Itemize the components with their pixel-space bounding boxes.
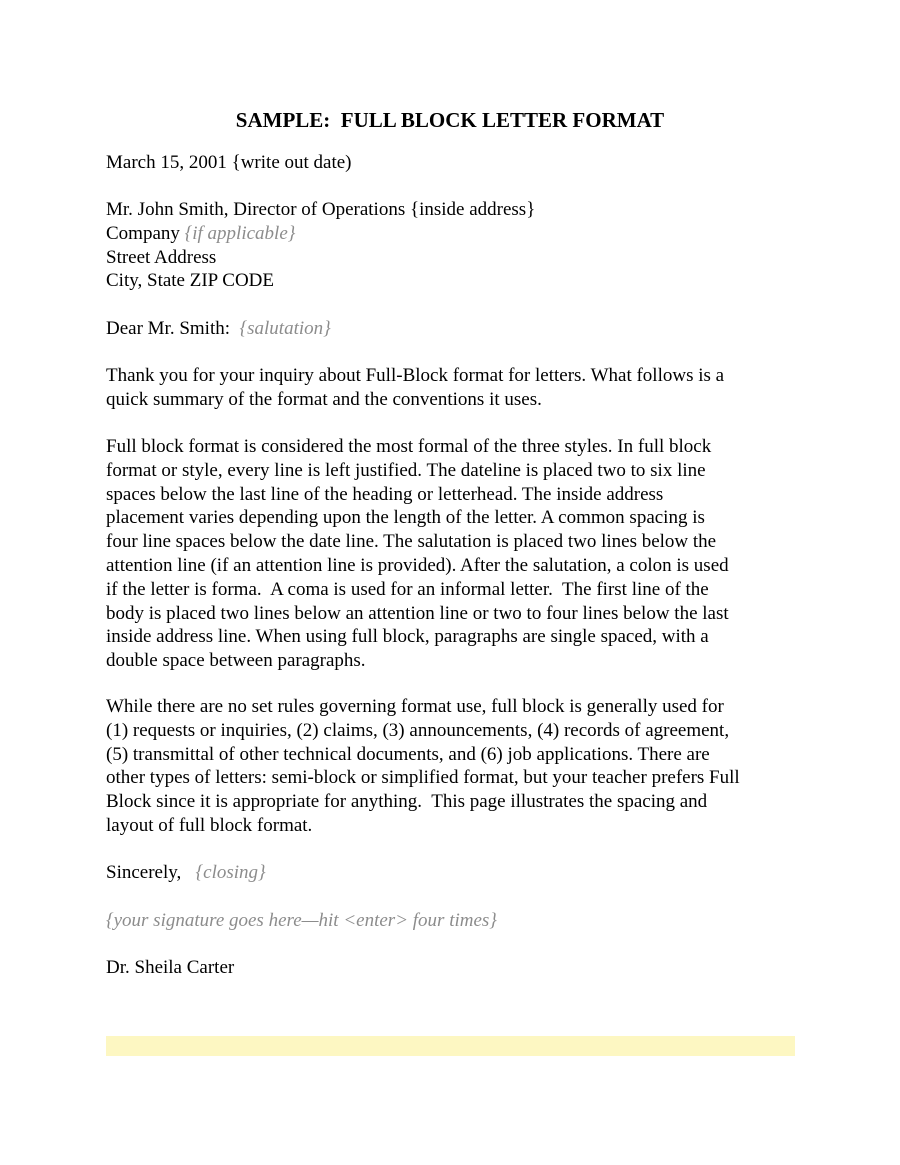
salutation — [106, 317, 806, 341]
highlight-bar — [106, 1036, 795, 1056]
paragraph-line: quick summary of the format and the conventions it uses. — [106, 388, 542, 410]
inside-address-company-line — [106, 222, 806, 246]
paragraph-line: (5) transmittal of other technical documents, and (6) job applications. There are — [106, 743, 710, 765]
paragraph-line: Full block format is considered the most formal of the three styles. In full block — [106, 436, 712, 457]
paragraph-line: other types of letters: semi-block or simplified format, but your teacher prefers Full — [106, 767, 740, 789]
signature-area — [106, 909, 806, 933]
salutation-text: Dear Mr. Smith: — [106, 318, 231, 339]
document-title: SAMPLE: FULL BLOCK LETTER FORMAT — [235, 108, 665, 132]
paragraph-line: format or style, every line is left justified. The dateline is placed two to six line — [106, 459, 706, 481]
paragraph-line: Block since it is appropriate for anything. This page illustrates the spacing and — [106, 791, 708, 813]
signer-name: Dr. Sheila Carter — [106, 957, 235, 978]
inside-address — [106, 198, 806, 293]
salutation-line — [106, 317, 806, 341]
body-paragraph-2 — [106, 435, 806, 673]
paragraph-line: placement varies depending upon the length of the letter. A common spacing is — [106, 507, 705, 529]
paragraph-line: inside address line. When using full block, paragraphs are single spaced, with a — [106, 626, 709, 648]
paragraph-line: attention line (if an attention line is provided). After the salutation, a colon is used — [106, 554, 729, 576]
signature-note: {your signature goes here—hit <enter> four times} — [106, 910, 497, 931]
signer-block — [106, 956, 806, 980]
paragraph-line: body is placed two lines below an attention line or two to four lines below the last — [106, 602, 729, 624]
paragraph-line: Thank you for your inquiry about Full-Block format for letters. What follows is a — [106, 365, 725, 386]
paragraph-line: four line spaces below the date line. The salutation is placed two lines below the — [106, 531, 717, 553]
company-note: {if applicable} — [184, 222, 296, 244]
salutation-note: {salutation} — [239, 318, 331, 339]
inside-address-street: Street Address — [106, 246, 217, 268]
paragraph-line: layout of full block format. — [106, 814, 313, 836]
date-line — [106, 151, 806, 175]
closing-text: Sincerely, — [106, 862, 182, 883]
date-text: March 15, 2001 {write out date) — [106, 152, 352, 173]
paragraph-line: if the letter is forma. A coma is used for an informal letter. The first line of the — [106, 578, 709, 600]
inside-address-city: City, State ZIP CODE — [106, 270, 275, 292]
paragraph-line: While there are no set rules governing format use, full block is generally used for — [106, 696, 724, 717]
paragraph-line: double space between paragraphs. — [106, 650, 366, 672]
body-paragraph-1 — [106, 364, 806, 412]
closing-line — [106, 861, 806, 885]
company-text: Company — [106, 222, 180, 244]
paragraph-line: (1) requests or inquiries, (2) claims, (3) announcements, (4) records of agreement, — [106, 719, 730, 741]
closing — [106, 861, 806, 885]
closing-note: {closing} — [195, 862, 266, 883]
body-paragraph-3 — [106, 695, 806, 838]
inside-address-line1: Mr. John Smith, Director of Operations {inside address} — [106, 199, 536, 220]
paragraph-line: spaces below the last line of the heading or letterhead. The inside address — [106, 483, 664, 505]
